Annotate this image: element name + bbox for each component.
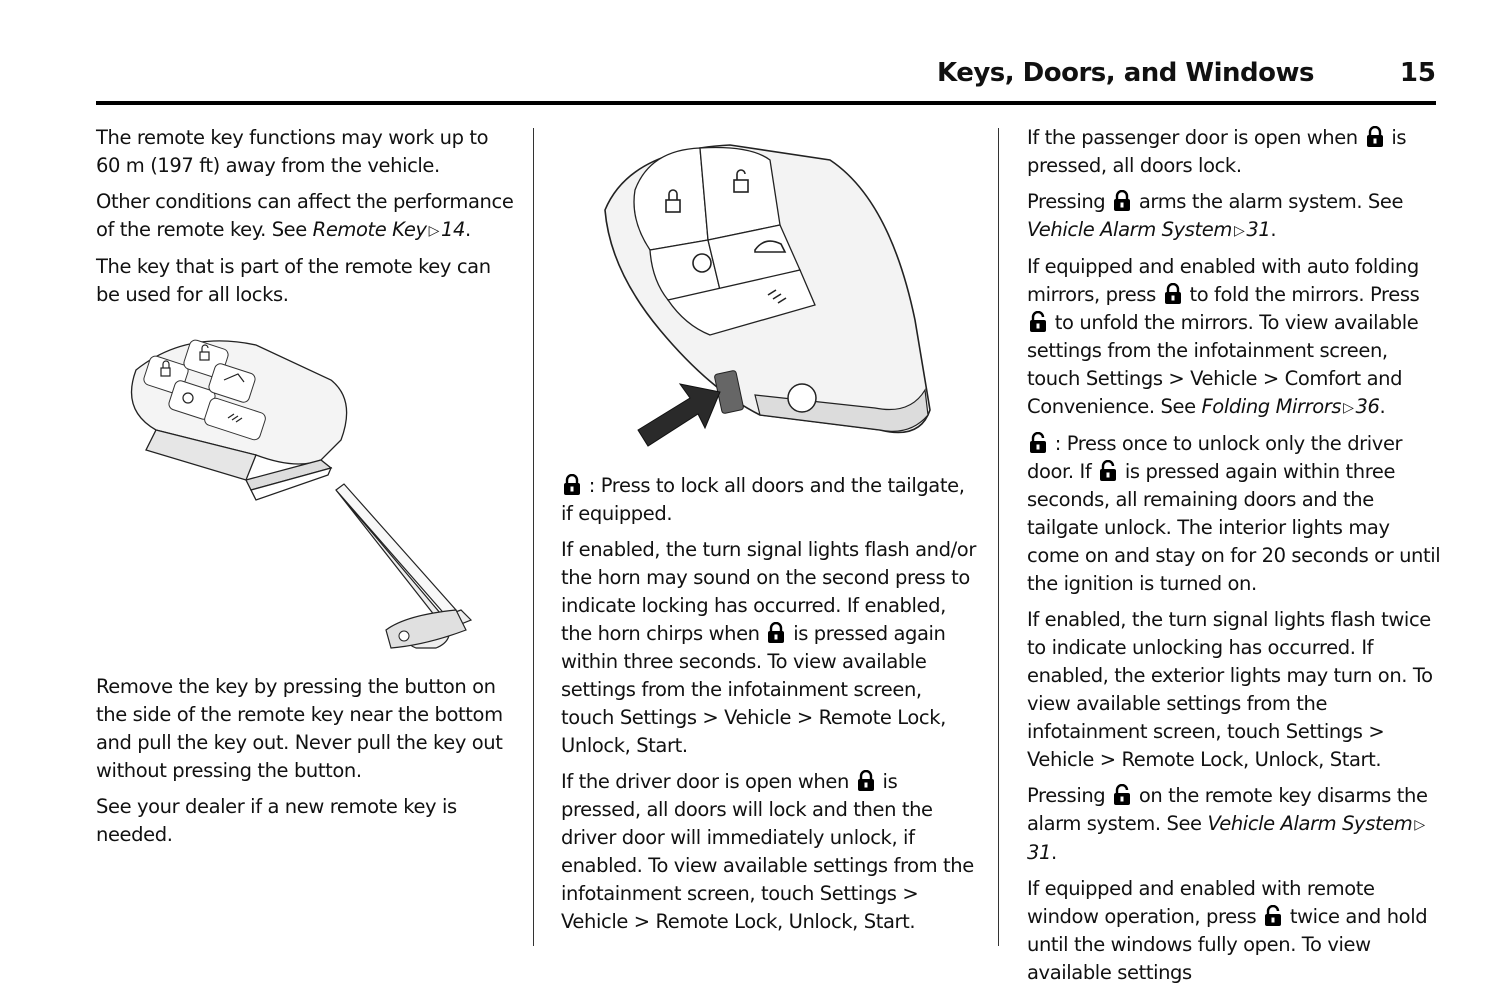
reference-arrow-icon: ▷ <box>1414 817 1425 833</box>
page-reference[interactable]: 14 <box>441 218 466 241</box>
unlock-icon <box>1264 905 1282 927</box>
paragraph: The remote key functions may work up to 60 m (197 ft) away from the vehicle. <box>96 126 489 177</box>
cross-reference-link[interactable]: Vehicle Alarm System <box>1207 812 1413 835</box>
lock-icon <box>857 770 875 792</box>
unlock-icon <box>1029 311 1047 333</box>
unlock-icon <box>1029 432 1047 454</box>
lock-icon <box>1366 126 1384 148</box>
page-reference[interactable]: 31 <box>1027 841 1052 864</box>
paragraph: If enabled, the turn signal lights flash and/or the horn may sound on the second press to indicate locking has occurred. If enabled, the horn chirps when is pressed again within three seconds. To view available settings from the infotainment screen, touch Settings > Vehicle > Remote Lock, Unlock, Start. <box>561 538 976 757</box>
page-reference[interactable]: 31 <box>1246 218 1271 241</box>
paragraph: : Press to lock all doors and the tailgate, if equipped. <box>561 474 965 525</box>
reference-arrow-icon: ▷ <box>1343 400 1354 416</box>
lock-icon <box>563 474 581 496</box>
column-3 <box>1027 124 1442 995</box>
header-rule <box>96 101 1436 105</box>
paragraph: If equipped and enabled with auto folding mirrors, press to fold the mirrors. Press to unfold the mirrors. To view available settings from the infotainment screen, touch Settings > Vehicle > Comfort and Convenience. See Folding Mirrors ▷ 36. <box>1027 253 1442 422</box>
paragraph: If the driver door is open when is pressed, all doors will lock and then the driver door will immediately unlock, if enabled. To view available settings from the infotainment screen, touch Settings > Vehicle > Remote Lock, Unlock, Start. <box>561 770 974 933</box>
paragraph: If the passenger door is open when is pressed, all doors lock. <box>1027 126 1407 177</box>
paragraph: The key that is part of the remote key can be used for all locks. <box>96 255 491 306</box>
key-fob-with-removed-key-illustration <box>116 330 486 655</box>
paragraph: See your dealer if a new remote key is needed. <box>96 795 457 846</box>
lock-icon <box>1113 190 1131 212</box>
reference-arrow-icon: ▷ <box>428 223 439 239</box>
paragraph: Pressing arms the alarm system. See Vehicle Alarm System ▷ 31. <box>1027 188 1442 245</box>
paragraph: Pressing on the remote key disarms the alarm system. See Vehicle Alarm System ▷31. <box>1027 784 1428 864</box>
unlock-icon <box>1099 460 1117 482</box>
cross-reference-link[interactable]: Remote Key <box>312 218 427 241</box>
paragraph: Other conditions can affect the performance of the remote key. See Remote Key ▷ 14. <box>96 188 516 245</box>
key-fob-release-button-illustration <box>590 140 940 460</box>
column-2 <box>561 472 977 944</box>
page-reference[interactable]: 36 <box>1355 395 1380 418</box>
lock-icon <box>767 622 785 644</box>
cross-reference-link[interactable]: Vehicle Alarm System <box>1027 218 1232 241</box>
lock-icon <box>1164 283 1182 305</box>
unlock-icon <box>1113 784 1131 806</box>
column-divider <box>533 128 534 946</box>
section-title: Keys, Doors, and Windows <box>937 58 1314 88</box>
paragraph: : Press once to unlock only the driver door. If is pressed again within three seconds, all remaining doors and the tailgate unlock. The interior lights may come on and stay on for 20 seconds or until the ignition is turned on. <box>1027 432 1441 595</box>
page-number: 15 <box>1399 58 1436 88</box>
paragraph: Remove the key by pressing the button on the side of the remote key near the bottom and pull the key out. Never pull the key out without pressing the button. <box>96 675 503 782</box>
column-divider <box>998 128 999 946</box>
cross-reference-link[interactable]: Folding Mirrors <box>1201 395 1342 418</box>
paragraph: If equipped and enabled with remote window operation, press twice and hold until the windows fully open. To view available settings <box>1027 877 1428 984</box>
reference-arrow-icon: ▷ <box>1233 223 1245 239</box>
paragraph: If enabled, the turn signal lights flash twice to indicate unlocking has occurred. If enabled, the exterior lights may turn on. To view available settings from the infotainment screen, touch Settings > Vehicle > Remote Lock, Unlock, Start. <box>1027 608 1433 771</box>
